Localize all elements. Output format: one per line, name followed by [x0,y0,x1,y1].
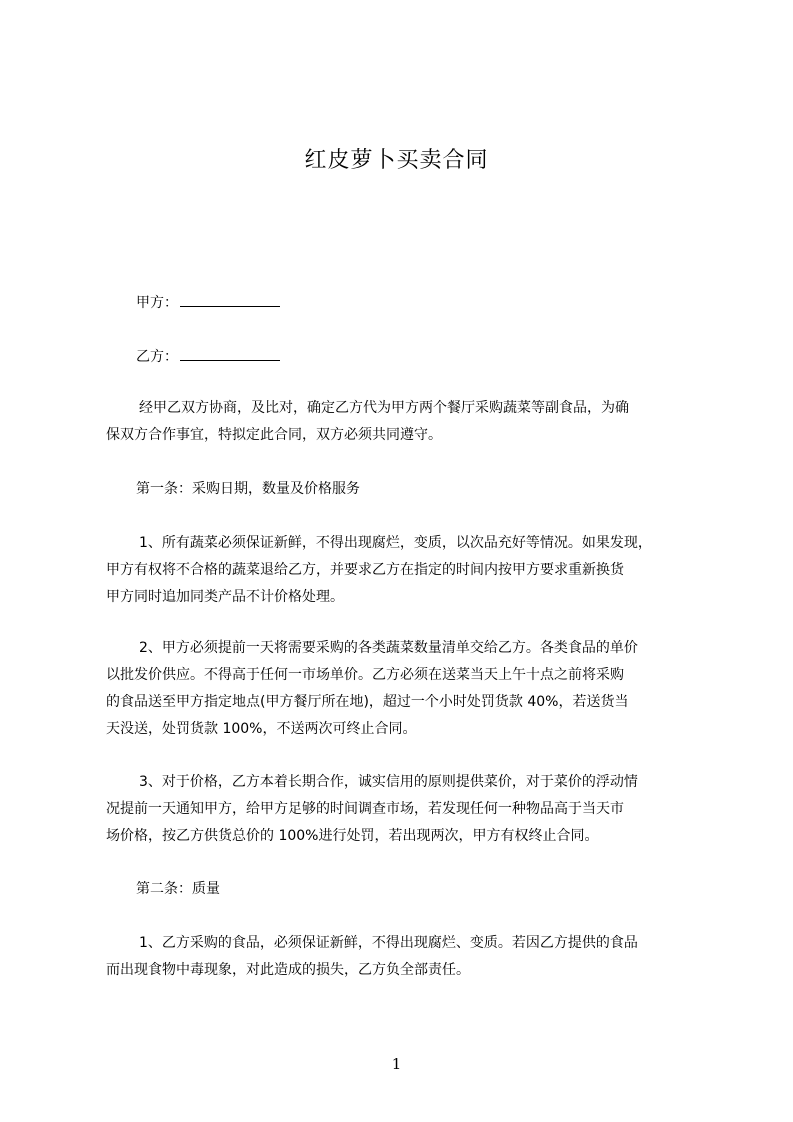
article1-item2-line-1: 2、甲方必须提前一天将需要采购的各类蔬菜数量清单交给乙方。各类食品的单价 [139,640,638,656]
article1-item2-line-2: 以批发价供应。不得高于任何一市场单价。乙方必须在送菜当天上午十点之前将采购 [106,667,624,683]
page-number: 1 [391,1055,402,1073]
article1-item1-line-3: 甲方同时追加同类产品不计价格处理。 [106,589,344,605]
party-a-blank [180,292,280,307]
party-b-blank [180,346,280,361]
party-b-label: 乙方： [136,349,178,365]
document-title: 红皮萝卜买卖合同 [304,148,489,173]
intro-line-2: 保双方合作事宜，特拟定此合同，双方必须共同遵守。 [106,427,442,443]
party-b-line [136,346,280,365]
intro-line-1: 经甲乙双方协商，及比对，确定乙方代为甲方两个餐厅采购蔬菜等副食品，为确 [139,400,629,416]
article2-heading: 第二条：质量 [136,881,220,897]
article1-item1-line-2: 甲方有权将不合格的蔬菜退给乙方，并要求乙方在指定的时间内按甲方要求重新换货 [106,562,624,578]
party-a-label: 甲方： [136,295,178,311]
article2-item1-line-1: 1、乙方采购的食品，必须保证新鲜，不得出现腐烂、变质。若因乙方提供的食品 [139,935,638,951]
party-a-line [136,292,280,311]
article1-item2-line-3: 的食品送至甲方指定地点(甲方餐厅所在地)，超过一个小时处罚货款 40%，若送货当 [106,694,629,710]
article1-item3-line-3: 场价格，按乙方供货总价的 100%进行处罚，若出现两次，甲方有权终止合同。 [106,828,599,844]
article1-item3-line-2: 况提前一天通知甲方，给甲方足够的时间调查市场，若发现任何一种物品高于当天市 [106,801,624,817]
article2-item1-line-2: 而出现食物中毒现象，对此造成的损失，乙方负全部责任。 [106,962,470,978]
article1-heading: 第一条：采购日期，数量及价格服务 [136,481,360,497]
article1-item1-line-1: 1、所有蔬菜必须保证新鲜，不得出现腐烂，变质，以次品充好等情况。如果发现， [139,535,652,551]
article1-item2-line-4: 天没送，处罚货款 100%，不送两次可终止合同。 [106,721,417,737]
article1-item3-line-1: 3、对于价格，乙方本着长期合作，诚实信用的原则提供菜价，对于菜价的浮动情 [139,774,638,790]
